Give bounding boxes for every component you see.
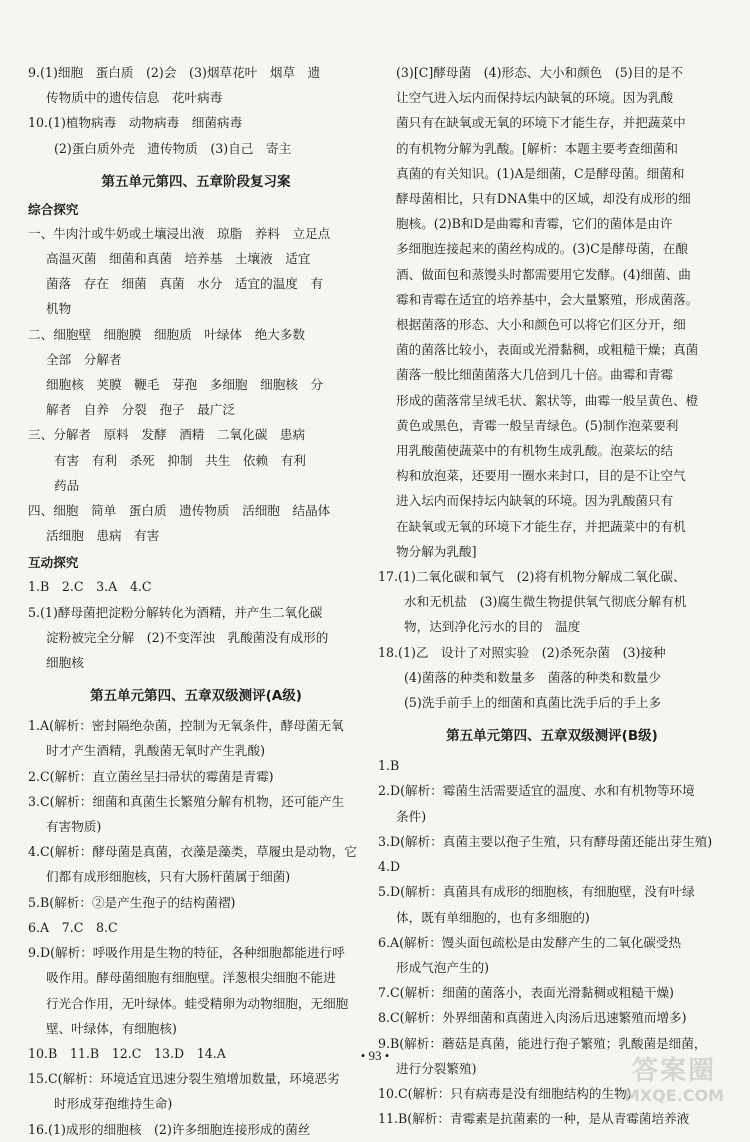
answer-line: 菌落一般比细菌菌落大几倍到几十倍。曲霉和青霉 bbox=[396, 367, 674, 383]
answer-line: 让空气进入坛内而保持坛内缺氧的环境。因为乳酸 bbox=[396, 90, 674, 106]
answer-line: 高温灭菌 细菌和真菌 培养基 土壤液 适宜 bbox=[46, 251, 311, 267]
answer-line: 一、牛肉汁或牛奶或土壤浸出液 琼脂 养料 立足点 bbox=[28, 225, 331, 241]
page-number: • 93 • bbox=[360, 1048, 390, 1063]
answer-line: 6.A(解析：馒头面包疏松是由发酵产生的二氧化碳受热 bbox=[378, 934, 682, 950]
answer-line: 5.(1)酵母菌把淀粉分解转化为酒精，并产生二氧化碳 bbox=[28, 604, 323, 620]
watermark-top-text: 答案圈 bbox=[631, 1056, 716, 1086]
answer-line: 10.(1)植物病毒 动物病毒 细菌病毒 bbox=[28, 115, 243, 131]
answer-line: 在缺氧或无氧的环境下才能生存，并把蔬菜中的有机 bbox=[396, 518, 686, 534]
answer-line: 的有机物分解为乳酸。[解析：本题主要考查细菌和 bbox=[396, 140, 678, 156]
answer-line: 形成的菌落常呈绒毛状、絮状等，曲霉一般呈黄色、橙 bbox=[396, 392, 699, 408]
section-heading: 第五单元第四、五章双级测评(A级) bbox=[90, 688, 302, 705]
answer-line: 壁、叶绿体，有细胞核) bbox=[46, 1020, 177, 1036]
answer-line: 6.A 7.C 8.C bbox=[28, 919, 118, 935]
answer-line: 条件) bbox=[396, 808, 427, 824]
answer-line: 二、细胞壁 细胞膜 细胞质 叶绿体 绝大多数 bbox=[28, 326, 306, 342]
answer-line: 3.D(解析：真菌主要以孢子生殖，只有酵母菌还能出芽生殖) bbox=[378, 833, 713, 849]
answer-line: 10.B 11.B 12.C 13.D 14.A bbox=[28, 1045, 226, 1061]
answer-line: 有害物质) bbox=[46, 819, 102, 835]
answer-line: 11.B(解析：青霉素是抗菌素的一种，是从青霉菌培养液 bbox=[378, 1111, 690, 1127]
answer-line: 细胞核 荚膜 鞭毛 芽孢 多细胞 细胞核 分 bbox=[46, 377, 324, 393]
answer-line: 9.D(解析：呼吸作用是生物的特征，各种细胞都能进行呼 bbox=[28, 945, 345, 961]
answer-line: 行光合作用，无叶绿体。蛙受精卵为动物细胞，无细胞 bbox=[46, 995, 349, 1011]
answer-line: 酵母菌相比，只有DNA集中的区域，却没有成形的细 bbox=[396, 191, 691, 207]
answer-line: 酒、做面包和蒸馒头时都需要用它发酵。(4)细菌、曲 bbox=[396, 266, 691, 282]
answer-line: 菌只有在缺氧或无氧的环境下才能生存，并把蔬菜中 bbox=[396, 115, 686, 131]
section-heading: 第五单元第四、五章阶段复习案 bbox=[101, 173, 291, 190]
answer-line: 物，达到净化污水的目的 温度 bbox=[404, 619, 581, 635]
answer-line: (3)[C]酵母菌 (4)形态、大小和颜色 (5)目的是不 bbox=[396, 65, 684, 80]
answer-line: 菌的菌落比较小，表面或光滑黏稠，或粗糙干燥；真菌 bbox=[396, 342, 699, 358]
answer-line: 8.C(解析：外界细菌和真菌进入肉汤后迅速繁殖而增多) bbox=[378, 1010, 687, 1026]
answer-line: 菌落 存在 细菌 真菌 水分 适宜的温度 有 bbox=[46, 276, 324, 292]
answer-line: 时形成芽孢维持生命) bbox=[54, 1096, 173, 1112]
left-column bbox=[28, 60, 364, 1142]
subsection-heading: 综合探究 bbox=[28, 201, 79, 217]
answer-line: 四、细胞 简单 蛋白质 遗传物质 活细胞 结晶体 bbox=[28, 503, 331, 519]
right-column bbox=[378, 60, 726, 1131]
answer-line: 构和放泡菜，还要用一圈水来封口，目的是不让空气 bbox=[396, 468, 686, 484]
answer-line: 细胞核 bbox=[46, 655, 84, 671]
answer-line: 1.A(解析：密封隔绝杂菌，控制为无氧条件，酵母菌无氧 bbox=[28, 718, 344, 734]
answer-line: 霉和青霉在适宜的培养基中，会大量繁殖，形成菌落。 bbox=[396, 291, 699, 307]
answer-line: 形成气泡产生的) bbox=[396, 959, 490, 975]
answer-line: 解者 自养 分裂 孢子 最广泛 bbox=[46, 402, 235, 418]
answer-line: 10.C(解析：只有病毒是没有细胞结构的生物) bbox=[378, 1085, 632, 1101]
answer-line: 用乳酸菌使蔬菜中的有机物生成乳酸。泡菜坛的结 bbox=[396, 443, 674, 459]
answer-line: 5.B(解析：②是产生孢子的结构菌褶) bbox=[28, 894, 236, 910]
answer-line: (2)蛋白质外壳 遗传物质 (3)自己 寄主 bbox=[54, 140, 292, 156]
answer-line: 9.B(解析：蘑菇是真菌，能进行孢子繁殖；乳酸菌是细菌， bbox=[378, 1035, 707, 1051]
answer-line: 9.(1)细胞 蛋白质 (2)会 (3)烟草花叶 烟草 遗 bbox=[28, 65, 321, 80]
answer-line: 黄色或黑色，青霉一般呈青绿色。(5)制作泡菜要利 bbox=[396, 417, 679, 433]
answer-line: 机物 bbox=[46, 301, 72, 317]
answer-line: 16.(1)成形的细胞核 (2)许多细胞连接形成的菌丝 bbox=[28, 1121, 311, 1137]
answer-line: 淀粉被完全分解 (2)不变浑浊 乳酸菌没有成形的 bbox=[46, 629, 329, 645]
answer-line: 全部 分解者 bbox=[46, 351, 122, 367]
answer-line: 4.D bbox=[378, 859, 401, 875]
answer-line: 体，既有单细胞的，也有多细胞的) bbox=[396, 909, 590, 925]
answer-line: 7.C(解析：细菌的菌落小，表面光滑黏稠或粗糙干燥) bbox=[378, 985, 674, 1001]
answer-line: 1.B bbox=[378, 758, 400, 774]
answer-line: 进行分裂繁殖) bbox=[396, 1060, 477, 1076]
answer-line: 进入坛内而保持坛内缺氧的环境。因为乳酸菌只有 bbox=[396, 493, 674, 509]
answer-line: (5)洗手前手上的细菌和真菌比洗手后的手上多 bbox=[404, 695, 662, 711]
answer-line: 15.C(解析：环境适宜迅速分裂生殖增加数量，环境恶劣 bbox=[28, 1071, 340, 1087]
answer-line: 2.D(解析：霉菌生活需要适宜的温度、水和有机物等环境 bbox=[378, 783, 695, 799]
answer-line: 4.C(解析：酵母菌是真菌，衣藻是藻类，草履虫是动物，它 bbox=[28, 844, 357, 860]
answer-line: 传物质中的遗传信息 花叶病毒 bbox=[46, 90, 223, 106]
answer-line: 水和无机盐 (3)腐生微生物提供氧气彻底分解有机 bbox=[404, 594, 687, 610]
watermark-logo bbox=[614, 1056, 734, 1112]
answer-line: 物分解为乳酸] bbox=[396, 543, 477, 559]
answer-line: 三、分解者 原料 发酵 酒精 二氧化碳 患病 bbox=[28, 427, 306, 443]
answer-line: 药品 bbox=[54, 477, 80, 493]
subsection-heading: 互动探究 bbox=[28, 555, 79, 571]
answer-line: 有害 有利 杀死 抑制 共生 依赖 有利 bbox=[54, 452, 306, 468]
answer-line: 们都有成形细胞核，只有大肠杆菌属于细菌) bbox=[46, 869, 291, 885]
answer-line: 根据菌落的形态、大小和颜色可以将它们区分开，细 bbox=[396, 317, 686, 333]
answer-line: 2.C(解析：直立菌丝呈扫帚状的霉菌是青霉) bbox=[28, 768, 274, 784]
answer-line: 3.C(解析：细菌和真菌生长繁殖分解有机物，还可能产生 bbox=[28, 793, 345, 809]
answer-line: 17.(1)二氧化碳和氧气 (2)将有机物分解成二氧化碳、 bbox=[378, 569, 686, 585]
answer-line: (4)菌落的种类和数量多 菌落的种类和数量少 bbox=[404, 669, 662, 685]
answer-line: 真菌的有关知识。(1)A是细菌，C是酵母菌。细菌和 bbox=[396, 165, 685, 181]
watermark-bottom-text: MXQE.COM bbox=[623, 1086, 725, 1105]
answer-line: 多细胞连接起来的菌丝构成的。(3)C是酵母菌，在酿 bbox=[396, 241, 688, 257]
answer-line: 18.(1)乙 设计了对照实验 (2)杀死杂菌 (3)接种 bbox=[378, 644, 666, 660]
answer-line: 时才产生酒精，乳酸菌无氧时产生乳酸) bbox=[46, 743, 266, 759]
answer-line: 吸作用。酵母菌细胞有细胞壁。洋葱根尖细胞不能进 bbox=[46, 970, 336, 986]
answer-line: 活细胞 患病 有害 bbox=[46, 528, 160, 544]
answer-line: 胞核。(2)B和D是曲霉和青霉，它们的菌体是由许 bbox=[396, 216, 673, 232]
answer-line: 5.D(解析：真菌具有成形的细胞核，有细胞壁，没有叶绿 bbox=[378, 884, 695, 900]
section-heading: 第五单元第四、五章双级测评(B级) bbox=[446, 728, 658, 745]
answer-line: 1.B 2.C 3.A 4.C bbox=[28, 579, 152, 595]
